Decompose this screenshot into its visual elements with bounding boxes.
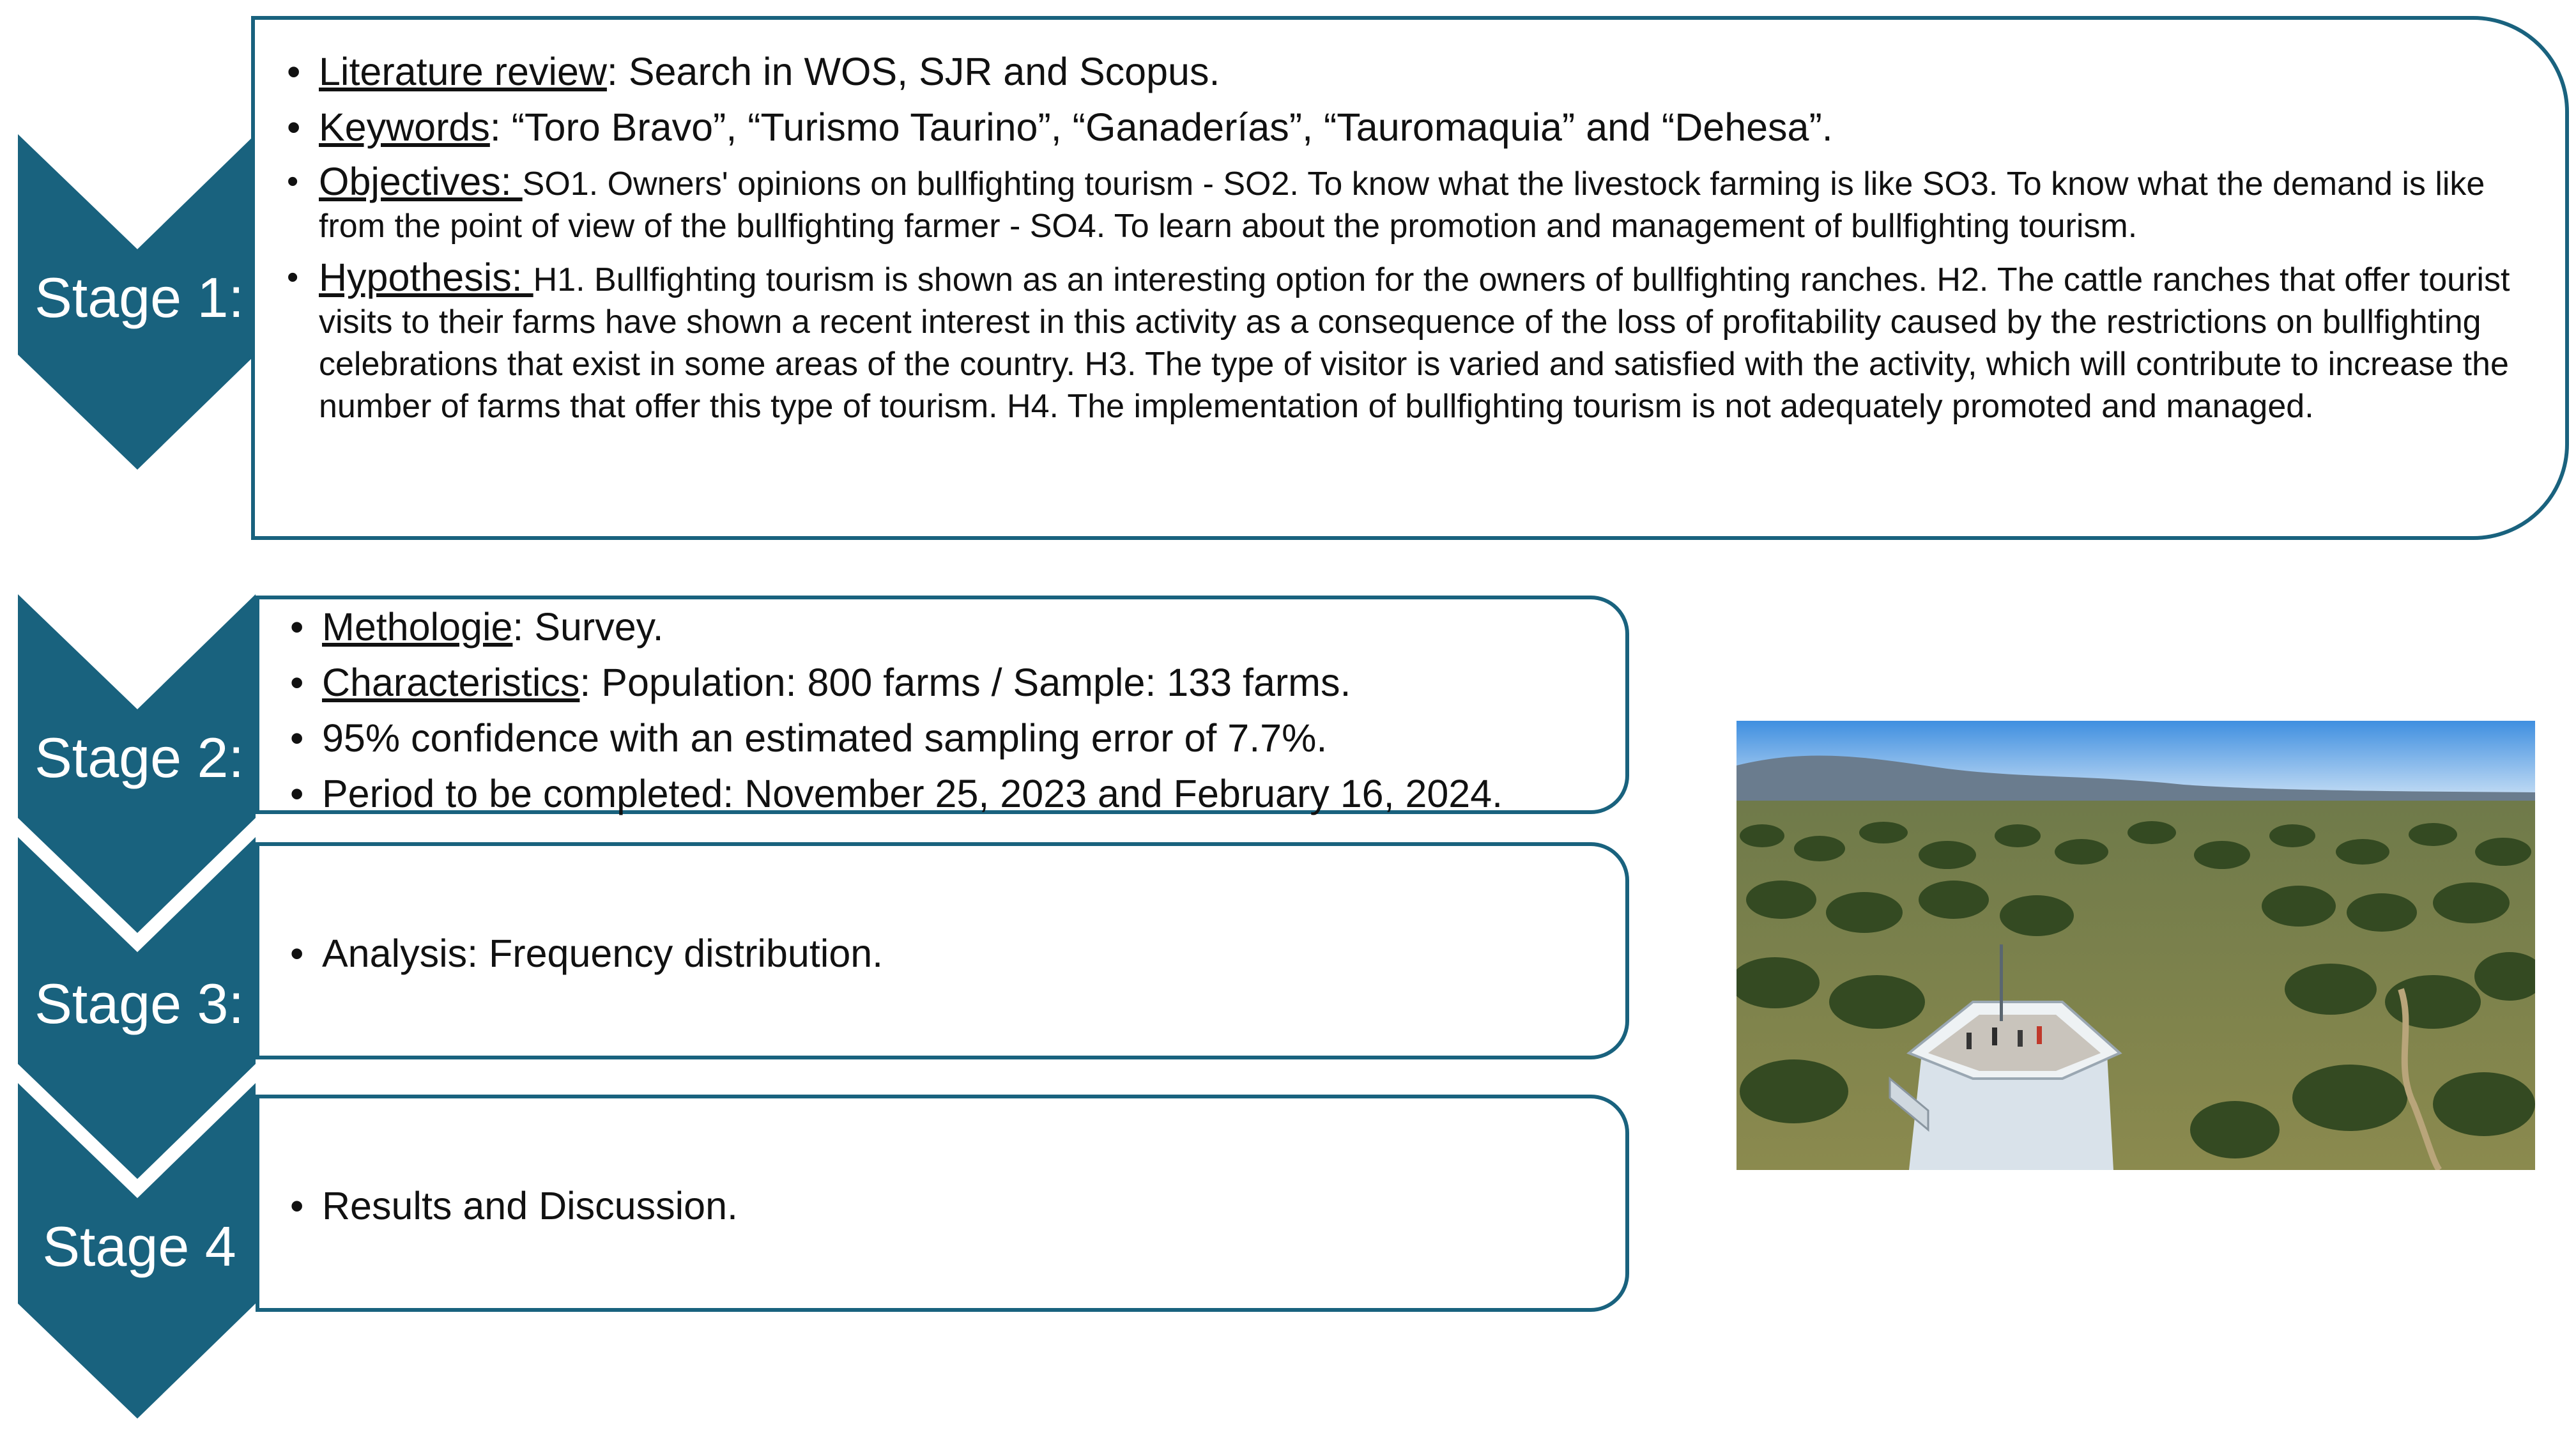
item-text: SO1. Owners' opinions on bullfighting tourism - SO2. To know what the livestock farming is like SO3. To know what the demand is like from the point of view of the bullfighting farmer - SO4. To learn about the promotion and management of bullfighting tourism. [319,165,2485,245]
item-text: Search in WOS, SJR and Scopus. [617,50,1220,93]
stage-4-item-results [284,1178,1613,1234]
stage-3-list [284,926,1613,981]
stage-1-item-literature-review [280,44,2527,100]
item-text: Results and Discussion. [322,1184,738,1227]
stage-2-label: Stage 2: [34,726,244,789]
stage-2-box [256,596,1629,814]
item-term: Keywords [319,105,490,149]
stage-1-box [251,16,2569,540]
stage-1-item-keywords [280,100,2527,155]
item-text: 95% confidence with an estimated sampling error of 7.7%. [322,716,1328,760]
item-text: Population: 800 farms / Sample: 133 farms. [590,661,1351,704]
item-term: Objectives: [319,160,523,203]
item-term: Methologie [322,605,513,649]
item-sep: : [579,661,591,704]
item-text: H1. Bullfighting tourism is shown as an interesting option for the owners of bullfighting ranches. H2. The cattle ranches that offer tourist visits to their farms have shown a recent interest in this activity as a consequence of the loss of profitability caused by the restrictions on bullfighting celebrations that exist in some areas of the country. H3. The type of visitor is varied and satisfied with the activity, which will contribute to increase the number of farms that offer this type of tourism. H4. The implementation of bullfighting tourism is not adequately promoted and managed. [319,261,2510,425]
item-sep: : [489,105,501,149]
dehesa-photo [1736,721,2535,1170]
stage-1-label: Stage 1: [34,266,244,329]
stage-3-item-analysis [284,926,1613,981]
item-sep: : [512,605,524,649]
item-text: “Toro Bravo”, “Turismo Taurino”, “Ganaderías”, “Tauromaquia” and “Dehesa”. [500,105,1833,149]
item-text: Analysis: Frequency distribution. [322,932,884,975]
item-term: Characteristics [322,661,580,704]
item-term: Literature review [319,50,607,93]
stage-1-item-objectives [280,160,2527,247]
stage-4-list [284,1178,1613,1234]
stage-3-label: Stage 3: [34,972,244,1035]
item-text: Period to be completed: November 25, 2023 and February 16, 2024. [322,772,1503,815]
item-sep: : [606,50,618,93]
stage-2-item-characteristics [284,655,1613,711]
stage-2-item-period [284,766,1613,822]
item-text: Survey. [523,605,664,649]
dehesa-landscape-image [1736,721,2535,1170]
stage-2-item-confidence [284,711,1613,766]
stage-4-box [256,1095,1629,1312]
item-term: Hypothesis: [319,256,533,299]
stage-3-box [256,842,1629,1059]
stage-2-item-methology [284,599,1613,655]
stage-4-label: Stage 4 [42,1215,236,1278]
stage-2-list [284,599,1613,822]
stage-1-item-hypothesis [280,256,2527,427]
stage-1-list [280,44,2527,427]
